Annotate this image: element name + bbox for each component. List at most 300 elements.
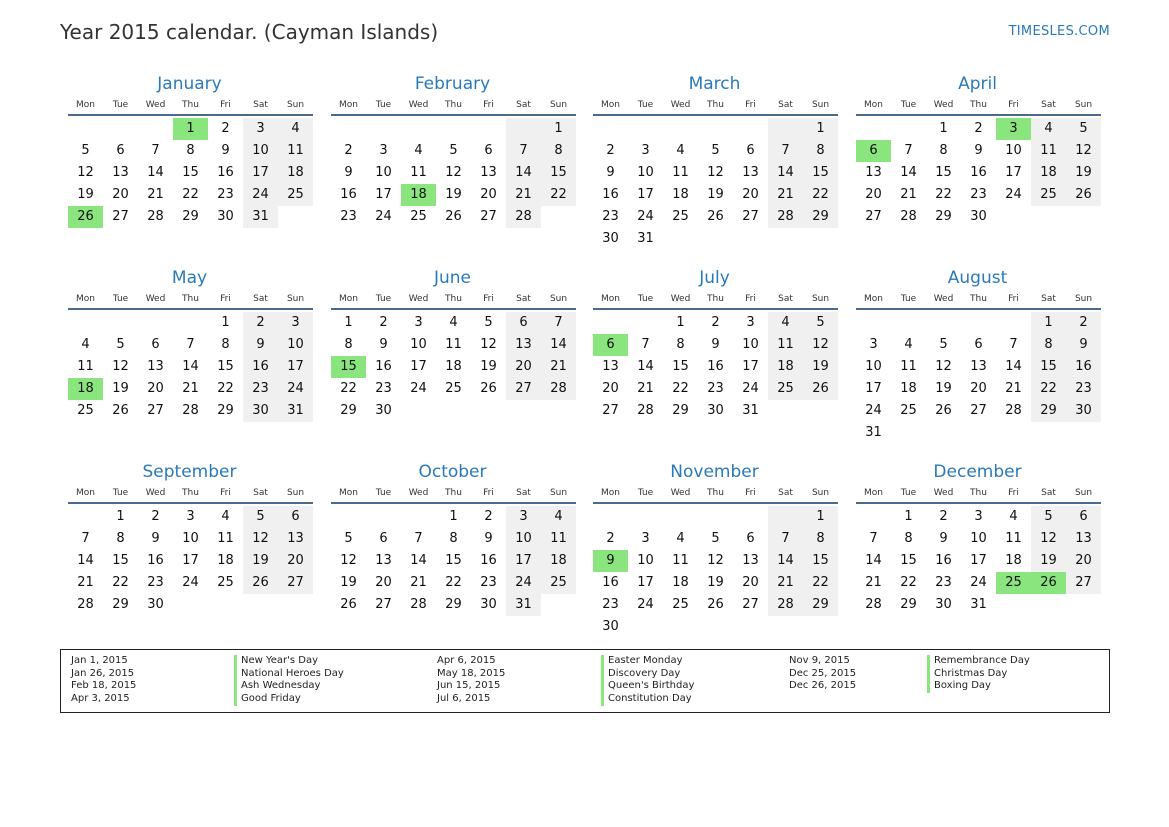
day-cell: 21 [182, 381, 199, 396]
day-cell: 31 [506, 594, 541, 616]
empty-cell [366, 506, 401, 528]
day-cell: 16 [340, 187, 357, 202]
empty-cell [891, 312, 926, 334]
day-grid [856, 506, 1101, 616]
day-cell: 14 [506, 162, 541, 184]
day-cell: 11 [541, 528, 576, 550]
day-cell: 5 [81, 143, 90, 158]
day-cell: 13 [970, 359, 987, 374]
legend-date: Nov 9, 2015 [789, 655, 850, 666]
day-cell: 22 [445, 575, 462, 590]
day-cell: 27 [1066, 572, 1101, 594]
day-cell: 18 [278, 162, 313, 184]
weekday-label: Thu [707, 294, 724, 304]
day-cell: 13 [112, 165, 129, 180]
empty-cell [856, 118, 891, 140]
day-cell: 12 [445, 165, 462, 180]
month-april [856, 72, 1101, 228]
day-cell: 13 [147, 359, 164, 374]
day-cell: 17 [637, 187, 654, 202]
legend-date: May 18, 2015 [437, 667, 506, 679]
empty-cell [331, 118, 366, 140]
weekday-label: Sat [516, 488, 531, 498]
day-cell: 8 [221, 337, 230, 352]
weekday-label: Mon [601, 488, 620, 498]
legend-date: Feb 18, 2015 [71, 680, 137, 692]
day-cell: 9 [606, 165, 615, 180]
day-cell: 7 [768, 528, 803, 550]
empty-cell [698, 118, 733, 140]
day-grid [68, 118, 313, 228]
weekday-header [593, 96, 838, 116]
day-cell: 16 [243, 356, 278, 378]
day-cell: 25 [541, 572, 576, 594]
month-name: October [418, 462, 487, 482]
day-cell: 21 [768, 572, 803, 594]
day-cell: 11 [410, 165, 427, 180]
day-cell: 14 [1005, 359, 1022, 374]
empty-cell [138, 312, 173, 334]
legend-holiday-name: Constitution Day [601, 693, 694, 706]
day-cell: 25 [672, 209, 689, 224]
legend-date: Apr 3, 2015 [71, 693, 130, 705]
weekday-label: Tue [112, 100, 129, 110]
day-cell: 7 [641, 337, 650, 352]
day-cell: 10 [1005, 143, 1022, 158]
empty-cell [628, 506, 663, 528]
legend-dates-col-1 [71, 655, 136, 706]
day-cell: 22 [935, 187, 952, 202]
weekday-label: Fri [220, 488, 231, 498]
day-cell: 7 [1009, 337, 1018, 352]
legend-date: Dec 26, 2015 [789, 680, 857, 692]
weekday-label: Thu [445, 488, 462, 498]
day-cell: 24 [637, 209, 654, 224]
day-cell: 30 [147, 597, 164, 612]
day-cell: 8 [116, 531, 125, 546]
holiday-day-cell: 1 [173, 118, 208, 140]
day-cell: 7 [541, 312, 576, 334]
legend-date: Apr 6, 2015 [437, 655, 496, 666]
weekday-label: Mon [339, 488, 358, 498]
day-cell: 14 [541, 334, 576, 356]
day-cell: 15 [900, 553, 917, 568]
weekday-label: Sun [811, 100, 830, 110]
day-grid [593, 118, 838, 250]
weekday-label: Wed [933, 100, 954, 110]
day-cell: 29 [672, 403, 689, 418]
day-cell: 18 [217, 553, 234, 568]
day-cell: 2 [379, 315, 388, 330]
day-cell: 28 [541, 378, 576, 400]
day-cell: 2 [711, 315, 720, 330]
day-cell: 18 [900, 381, 917, 396]
day-cell: 22 [1031, 378, 1066, 400]
day-cell: 8 [803, 528, 838, 550]
day-cell: 29 [182, 209, 199, 224]
day-cell: 8 [676, 337, 685, 352]
day-cell: 6 [974, 337, 983, 352]
day-cell: 15 [935, 165, 952, 180]
day-cell: 18 [541, 550, 576, 572]
month-name: May [171, 268, 208, 288]
day-cell: 9 [221, 143, 230, 158]
weekday-label: Sat [1041, 100, 1056, 110]
empty-cell [138, 118, 173, 140]
day-cell: 3 [746, 315, 755, 330]
weekday-label: Mon [864, 294, 883, 304]
day-cell: 16 [935, 553, 952, 568]
weekday-header [331, 290, 576, 310]
weekday-label: Sun [286, 294, 305, 304]
day-cell: 12 [1031, 528, 1066, 550]
day-cell: 24 [243, 184, 278, 206]
day-cell: 3 [278, 312, 313, 334]
holiday-day-cell: 6 [856, 140, 891, 162]
day-cell: 21 [768, 184, 803, 206]
day-cell: 31 [637, 231, 654, 246]
day-cell: 16 [1066, 356, 1101, 378]
day-cell: 20 [112, 187, 129, 202]
day-cell: 28 [506, 206, 541, 228]
day-cell: 21 [147, 187, 164, 202]
day-cell: 25 [445, 381, 462, 396]
day-cell: 5 [344, 531, 353, 546]
day-cell: 19 [1031, 550, 1066, 572]
day-cell: 2 [1066, 312, 1101, 334]
day-cell: 2 [484, 509, 493, 524]
day-cell: 15 [182, 165, 199, 180]
day-cell: 23 [340, 209, 357, 224]
month-name: April [958, 74, 997, 94]
day-cell: 31 [865, 425, 882, 440]
day-cell: 3 [869, 337, 878, 352]
day-cell: 2 [606, 143, 615, 158]
day-cell: 20 [278, 550, 313, 572]
weekday-label: Tue [900, 488, 917, 498]
day-cell: 21 [1005, 381, 1022, 396]
day-cell: 6 [151, 337, 160, 352]
day-cell: 23 [970, 187, 987, 202]
empty-cell [926, 312, 961, 334]
day-cell: 20 [480, 187, 497, 202]
month-november [593, 460, 838, 638]
month-name: July [699, 268, 730, 288]
weekday-label: Wed [670, 488, 691, 498]
day-cell: 12 [707, 553, 724, 568]
day-cell: 23 [243, 378, 278, 400]
weekday-label: Wed [408, 488, 429, 498]
month-june [331, 266, 576, 422]
day-cell: 3 [641, 143, 650, 158]
day-cell: 29 [445, 597, 462, 612]
day-cell: 8 [1031, 334, 1066, 356]
day-cell: 30 [970, 209, 987, 224]
day-cell: 22 [803, 572, 838, 594]
day-cell: 7 [506, 140, 541, 162]
weekday-label: Tue [375, 100, 392, 110]
day-cell: 23 [602, 597, 619, 612]
holiday-legend [60, 649, 1110, 713]
day-cell: 19 [707, 187, 724, 202]
day-cell: 9 [243, 334, 278, 356]
empty-cell [698, 506, 733, 528]
empty-cell [436, 118, 471, 140]
day-cell: 10 [506, 528, 541, 550]
day-cell: 23 [707, 381, 724, 396]
day-cell: 11 [672, 553, 689, 568]
legend-date: Jan 1, 2015 [71, 655, 128, 666]
day-cell: 10 [637, 553, 654, 568]
day-cell: 18 [672, 575, 689, 590]
weekday-header [68, 484, 313, 504]
day-cell: 6 [746, 143, 755, 158]
day-cell: 10 [865, 359, 882, 374]
day-cell: 27 [375, 597, 392, 612]
day-cell: 5 [711, 143, 720, 158]
weekday-label: Tue [637, 488, 654, 498]
day-cell: 26 [445, 209, 462, 224]
day-grid [331, 506, 576, 616]
empty-cell [663, 506, 698, 528]
empty-cell [768, 506, 803, 528]
weekday-label: Tue [375, 294, 392, 304]
day-cell: 10 [637, 165, 654, 180]
day-cell: 27 [480, 209, 497, 224]
day-cell: 31 [278, 400, 313, 422]
legend-holiday-name: Easter Monday [601, 655, 694, 668]
weekday-label: Wed [933, 488, 954, 498]
weekday-label: Wed [145, 294, 166, 304]
day-cell: 3 [974, 509, 983, 524]
day-cell: 17 [243, 162, 278, 184]
weekday-label: Fri [745, 100, 756, 110]
day-cell: 11 [278, 140, 313, 162]
day-cell: 25 [1031, 184, 1066, 206]
day-cell: 16 [375, 359, 392, 374]
day-cell: 2 [939, 509, 948, 524]
weekday-label: Sun [811, 488, 830, 498]
weekday-label: Mon [864, 100, 883, 110]
day-cell: 14 [865, 553, 882, 568]
weekday-label: Tue [112, 294, 129, 304]
holiday-day-cell: 3 [996, 118, 1031, 140]
empty-cell [891, 118, 926, 140]
day-cell: 11 [1031, 140, 1066, 162]
day-cell: 27 [602, 403, 619, 418]
day-cell: 7 [904, 143, 913, 158]
day-cell: 15 [112, 553, 129, 568]
weekday-label: Wed [670, 100, 691, 110]
day-cell: 17 [278, 356, 313, 378]
day-cell: 17 [410, 359, 427, 374]
day-cell: 6 [484, 143, 493, 158]
day-cell: 12 [340, 553, 357, 568]
day-cell: 5 [449, 143, 458, 158]
day-cell: 13 [480, 165, 497, 180]
legend-names-col-2 [601, 655, 694, 706]
day-cell: 8 [449, 531, 458, 546]
weekday-label: Sat [1041, 488, 1056, 498]
day-cell: 12 [112, 359, 129, 374]
empty-cell [366, 118, 401, 140]
day-cell: 14 [147, 165, 164, 180]
day-cell: 22 [541, 184, 576, 206]
day-cell: 1 [676, 315, 685, 330]
day-cell: 16 [970, 165, 987, 180]
day-cell: 21 [77, 575, 94, 590]
weekday-label: Sat [253, 100, 268, 110]
day-cell: 16 [147, 553, 164, 568]
weekday-label: Fri [1008, 100, 1019, 110]
day-cell: 27 [742, 209, 759, 224]
day-cell: 1 [1031, 312, 1066, 334]
day-cell: 2 [344, 143, 353, 158]
weekday-label: Sun [1074, 100, 1093, 110]
day-cell: 28 [77, 597, 94, 612]
day-cell: 20 [147, 381, 164, 396]
day-cell: 3 [414, 315, 423, 330]
day-cell: 1 [116, 509, 125, 524]
day-cell: 29 [1031, 400, 1066, 422]
empty-cell [628, 312, 663, 334]
day-cell: 23 [147, 575, 164, 590]
day-cell: 1 [803, 506, 838, 528]
weekday-label: Sat [1041, 294, 1056, 304]
weekday-label: Mon [76, 488, 95, 498]
day-cell: 22 [900, 575, 917, 590]
day-cell: 7 [768, 140, 803, 162]
day-cell: 16 [217, 165, 234, 180]
weekday-label: Tue [637, 100, 654, 110]
legend-holiday-name: Boxing Day [927, 680, 1030, 693]
weekday-label: Thu [707, 100, 724, 110]
weekday-label: Sun [549, 488, 568, 498]
day-cell: 14 [637, 359, 654, 374]
day-cell: 19 [480, 359, 497, 374]
empty-cell [593, 118, 628, 140]
day-cell: 31 [742, 403, 759, 418]
day-cell: 15 [541, 162, 576, 184]
holiday-day-cell: 26 [68, 206, 103, 228]
day-cell: 11 [768, 334, 803, 356]
day-cell: 4 [81, 337, 90, 352]
empty-cell [103, 312, 138, 334]
day-cell: 21 [637, 381, 654, 396]
day-cell: 21 [900, 187, 917, 202]
day-cell: 28 [410, 597, 427, 612]
month-name: January [157, 74, 222, 94]
day-cell: 17 [375, 187, 392, 202]
weekday-label: Fri [220, 294, 231, 304]
day-cell: 19 [803, 356, 838, 378]
weekday-label: Thu [707, 488, 724, 498]
day-cell: 4 [904, 337, 913, 352]
day-cell: 24 [865, 403, 882, 418]
legend-holiday-name: Queen's Birthday [601, 680, 694, 693]
day-cell: 3 [243, 118, 278, 140]
day-cell: 19 [707, 575, 724, 590]
day-cell: 19 [445, 187, 462, 202]
day-cell: 13 [602, 359, 619, 374]
day-cell: 29 [803, 594, 838, 616]
day-cell: 14 [768, 162, 803, 184]
weekday-header [68, 290, 313, 310]
day-cell: 20 [970, 381, 987, 396]
month-name: September [142, 462, 237, 482]
day-cell: 17 [1005, 165, 1022, 180]
day-cell: 27 [147, 403, 164, 418]
month-october [331, 460, 576, 616]
weekday-label: Fri [1008, 294, 1019, 304]
empty-cell [68, 312, 103, 334]
day-cell: 13 [375, 553, 392, 568]
day-cell: 20 [865, 187, 882, 202]
day-cell: 27 [970, 403, 987, 418]
day-cell: 20 [375, 575, 392, 590]
month-may [68, 266, 313, 422]
day-cell: 9 [939, 531, 948, 546]
legend-holiday-name: Good Friday [234, 693, 344, 706]
weekday-label: Sat [778, 100, 793, 110]
day-cell: 3 [641, 531, 650, 546]
weekday-label: Wed [145, 100, 166, 110]
day-cell: 12 [707, 165, 724, 180]
day-cell: 27 [278, 572, 313, 594]
day-cell: 11 [217, 531, 234, 546]
day-cell: 5 [803, 312, 838, 334]
day-cell: 30 [707, 403, 724, 418]
day-cell: 13 [278, 528, 313, 550]
empty-cell [593, 506, 628, 528]
day-cell: 15 [445, 553, 462, 568]
day-cell: 9 [1066, 334, 1101, 356]
day-cell: 28 [900, 209, 917, 224]
day-cell: 7 [186, 337, 195, 352]
day-cell: 25 [900, 403, 917, 418]
day-cell: 5 [116, 337, 125, 352]
day-cell: 7 [81, 531, 90, 546]
day-cell: 2 [151, 509, 160, 524]
day-cell: 25 [768, 378, 803, 400]
weekday-label: Sat [516, 100, 531, 110]
legend-dates-col-2 [437, 655, 505, 706]
weekday-label: Mon [76, 294, 95, 304]
empty-cell [856, 312, 891, 334]
day-cell: 19 [243, 550, 278, 572]
empty-cell [628, 118, 663, 140]
day-cell: 20 [506, 356, 541, 378]
day-cell: 4 [449, 315, 458, 330]
day-cell: 4 [1031, 118, 1066, 140]
month-name: December [933, 462, 1022, 482]
day-cell: 12 [480, 337, 497, 352]
month-january [68, 72, 313, 228]
day-cell: 24 [742, 381, 759, 396]
weekday-label: Sat [778, 488, 793, 498]
day-cell: 14 [77, 553, 94, 568]
day-cell: 10 [742, 337, 759, 352]
day-cell: 12 [77, 165, 94, 180]
empty-cell [733, 506, 768, 528]
day-cell: 25 [672, 597, 689, 612]
day-cell: 12 [1066, 140, 1101, 162]
site-link[interactable]: TIMESLES.COM [1008, 24, 1110, 39]
month-name: June [433, 268, 472, 288]
day-cell: 4 [414, 143, 423, 158]
day-cell: 6 [1066, 506, 1101, 528]
day-cell: 3 [506, 506, 541, 528]
